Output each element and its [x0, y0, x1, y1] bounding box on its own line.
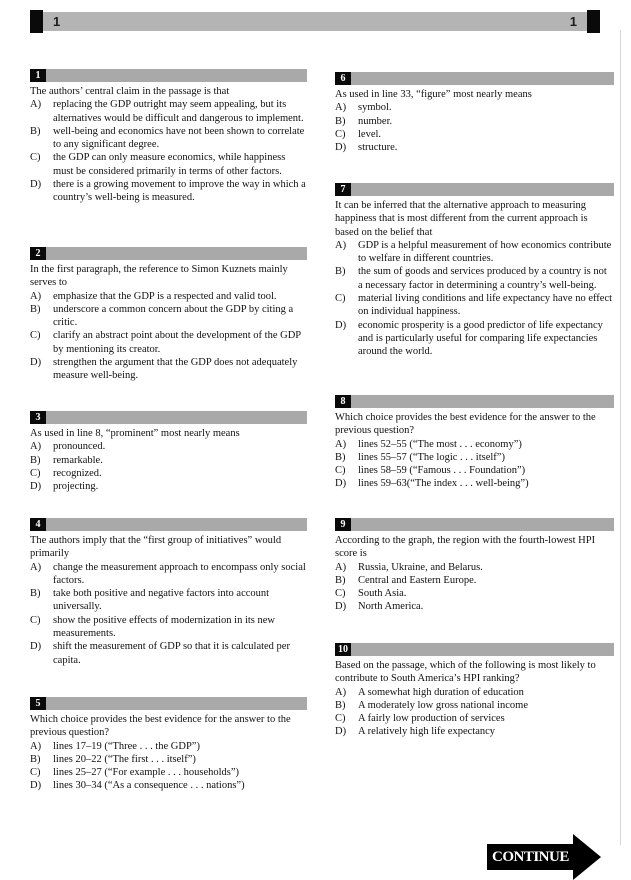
option-text: well-being and economics have not been shown to correlate to any significant degree.	[53, 125, 305, 151]
option-text: lines 25–27 (“For example . . . households”)	[53, 767, 240, 779]
answer-option-d[interactable]	[30, 356, 307, 383]
question-stem: In the first paragraph, the reference to Simon Kuznets mainly serves to	[30, 264, 288, 289]
option-text: lines 59–63(“The index . . . well-being”)	[358, 478, 529, 490]
answer-option-c[interactable]	[30, 151, 307, 178]
answer-options	[30, 561, 307, 667]
option-text: pronounced.	[53, 441, 106, 453]
option-text: North America.	[358, 601, 424, 613]
answer-option-c[interactable]	[335, 587, 614, 600]
question-bar-fill	[351, 395, 614, 408]
answer-option-c[interactable]	[30, 467, 307, 480]
question-stem: Which choice provides the best evidence for the answer to the previous question?	[335, 412, 596, 437]
answer-option-a[interactable]	[335, 438, 614, 451]
question-block	[335, 643, 614, 739]
option-text: underscore a common concern about the GDP by citing a critic.	[53, 303, 294, 329]
question-number: 5	[30, 697, 46, 710]
option-label: C)	[30, 467, 41, 479]
question-number: 4	[30, 518, 46, 531]
question-header-bar	[30, 69, 307, 82]
option-label: D)	[335, 478, 347, 490]
question-number: 3	[30, 411, 46, 424]
option-label: C)	[30, 767, 41, 779]
option-text: emphasize that the GDP is a respected and valid tool.	[53, 290, 277, 302]
answer-option-a[interactable]	[30, 561, 307, 588]
option-text: projecting.	[53, 481, 99, 493]
answer-option-b[interactable]	[30, 454, 307, 467]
question-stem: It can be inferred that the alternative approach to measuring happiness that is most different from the current approach is based on the belief that	[335, 200, 588, 238]
option-label: C)	[30, 330, 41, 342]
answer-option-b[interactable]	[30, 753, 307, 766]
answer-option-d[interactable]	[30, 640, 307, 667]
arrow-right-icon	[573, 834, 601, 880]
question-number: 10	[335, 643, 351, 656]
question-block	[335, 518, 614, 614]
question-block	[30, 247, 307, 383]
answer-option-a[interactable]	[335, 101, 614, 114]
answer-option-c[interactable]	[30, 329, 307, 356]
answer-option-c[interactable]	[30, 766, 307, 779]
option-label: B)	[335, 115, 346, 127]
answer-options	[335, 101, 614, 154]
answer-options	[335, 438, 614, 491]
question-header-bar	[30, 411, 307, 424]
answer-option-a[interactable]	[335, 686, 614, 699]
question-number: 8	[335, 395, 351, 408]
option-text: Russia, Ukraine, and Belarus.	[358, 561, 483, 573]
question-header-bar	[335, 183, 614, 196]
question-block	[30, 518, 307, 667]
option-text: A moderately low gross national income	[358, 699, 529, 711]
answer-options	[335, 686, 614, 739]
option-label: A)	[335, 561, 347, 573]
question-bar-fill	[351, 183, 614, 196]
question-bar-fill	[46, 697, 307, 710]
option-label: A)	[30, 290, 42, 302]
option-label: B)	[30, 588, 41, 600]
question-header-bar	[30, 697, 307, 710]
option-text: take both positive and negative factors into account universally.	[53, 588, 270, 613]
section-number-left: 1	[53, 14, 61, 29]
answer-options	[335, 561, 614, 614]
answer-options	[30, 290, 307, 383]
option-label: B)	[30, 303, 41, 315]
option-label: D)	[30, 357, 42, 369]
option-label: C)	[335, 713, 346, 725]
option-label: D)	[30, 641, 42, 653]
option-text: A fairly low production of services	[358, 713, 505, 725]
option-label: A)	[30, 99, 42, 111]
question-header-bar	[30, 247, 307, 260]
question-stem: As used in line 33, “figure” most nearly means	[335, 89, 532, 100]
answer-option-c[interactable]	[335, 292, 614, 319]
answer-option-c[interactable]	[335, 712, 614, 725]
answer-options	[30, 98, 307, 204]
answer-option-b[interactable]	[335, 699, 614, 712]
answer-option-d[interactable]	[335, 600, 614, 613]
option-text: lines 20–22 (“The first . . . itself”)	[53, 753, 196, 765]
question-header-bar	[30, 518, 307, 531]
option-label: D)	[335, 601, 347, 613]
answer-option-a[interactable]	[30, 740, 307, 753]
option-label: C)	[30, 614, 41, 626]
option-text: Central and Eastern Europe.	[358, 574, 477, 586]
option-text: A relatively high life expectancy	[358, 726, 496, 738]
answer-option-d[interactable]	[30, 779, 307, 792]
option-text: economic prosperity is a good predictor of life expectancy and is particularly useful for comparing life expectancies around the world.	[358, 319, 603, 358]
option-label: B)	[335, 574, 346, 586]
answer-option-b[interactable]	[30, 303, 307, 330]
option-text: material living conditions and life expectancy have no effect on individual happiness.	[358, 293, 613, 318]
continue-label: CONTINUE	[487, 844, 574, 870]
question-number: 7	[335, 183, 351, 196]
option-text: there is a growing movement to improve the way in which a country’s well-being is measured.	[53, 179, 306, 204]
question-bar-fill	[351, 643, 614, 656]
option-text: number.	[358, 115, 393, 127]
question-header-bar	[335, 72, 614, 85]
option-label: A)	[335, 686, 347, 698]
question-bar-fill	[351, 72, 614, 85]
question-bar-fill	[46, 69, 307, 82]
question-stem: As used in line 8, “prominent” most nearly means	[30, 428, 240, 439]
question-bar-fill	[46, 247, 307, 260]
option-label: C)	[335, 465, 346, 477]
option-text: shift the measurement of GDP so that it is calculated per capita.	[53, 641, 290, 666]
option-label: B)	[335, 451, 346, 463]
option-text: remarkable.	[53, 454, 103, 466]
question-bar-fill	[46, 411, 307, 424]
question-bar-fill	[46, 518, 307, 531]
question-stem: According to the graph, the region with the fourth-lowest HPI score is	[335, 535, 596, 560]
question-block	[30, 411, 307, 493]
option-label: B)	[30, 454, 41, 466]
continue-button[interactable]	[487, 844, 601, 870]
question-bar-fill	[351, 518, 614, 531]
answer-option-a[interactable]	[30, 290, 307, 303]
answer-option-c[interactable]	[30, 614, 307, 641]
option-label: A)	[30, 561, 42, 573]
answer-option-d[interactable]	[30, 178, 307, 205]
answer-option-d[interactable]	[30, 480, 307, 493]
answer-option-c[interactable]	[335, 464, 614, 477]
option-text: recognized.	[53, 467, 102, 479]
question-column-left	[30, 0, 307, 874]
answer-options	[30, 740, 307, 793]
option-label: C)	[335, 128, 346, 140]
option-label: D)	[30, 481, 42, 493]
option-label: D)	[30, 780, 42, 792]
answer-options	[335, 239, 614, 359]
option-text: strengthen the argument that the GDP does not adequately measure well-being.	[53, 357, 298, 382]
answer-option-a[interactable]	[335, 561, 614, 574]
answer-option-d[interactable]	[335, 141, 614, 154]
question-stem: The authors imply that the “first group of initiatives” would primarily	[30, 535, 282, 560]
option-label: D)	[335, 319, 347, 331]
answer-option-b[interactable]	[30, 587, 307, 614]
question-number: 1	[30, 69, 46, 82]
answer-option-b[interactable]	[335, 115, 614, 128]
answer-option-d[interactable]	[335, 725, 614, 738]
question-block	[335, 72, 614, 154]
question-header-bar	[335, 395, 614, 408]
option-text: replacing the GDP outright may seem appealing, but its alternatives would be difficult and dangerous to implement.	[53, 99, 304, 124]
option-label: B)	[30, 753, 41, 765]
option-label: B)	[335, 699, 346, 711]
option-label: A)	[30, 441, 42, 453]
option-text: level.	[358, 128, 382, 140]
section-number-right: 1	[569, 14, 577, 29]
answer-option-d[interactable]	[335, 319, 614, 359]
option-label: A)	[30, 740, 42, 752]
question-header-bar	[335, 518, 614, 531]
answer-option-b[interactable]	[335, 265, 614, 292]
question-header-bar	[335, 643, 614, 656]
option-label: D)	[30, 179, 42, 191]
question-block	[30, 69, 307, 205]
question-stem: Which choice provides the best evidence for the answer to the previous question?	[30, 714, 291, 739]
answer-option-a[interactable]	[335, 239, 614, 266]
option-text: South Asia.	[358, 588, 407, 600]
option-label: D)	[335, 726, 347, 738]
option-text: lines 30–34 (“As a consequence . . . nations”)	[53, 780, 245, 792]
option-text: change the measurement approach to encompass only social factors.	[53, 561, 306, 586]
answer-option-d[interactable]	[335, 477, 614, 490]
question-stem: Based on the passage, which of the following is most likely to contribute to South America’s HPI ranking?	[335, 660, 596, 685]
option-text: A somewhat high duration of education	[358, 686, 524, 698]
question-number: 6	[335, 72, 351, 85]
option-label: C)	[30, 152, 41, 164]
option-text: lines 52–55 (“The most . . . economy”)	[358, 438, 522, 450]
option-label: C)	[335, 588, 346, 600]
question-number: 9	[335, 518, 351, 531]
option-text: the sum of goods and services produced by a country is not a necessary factor in determining a country’s well-being.	[358, 266, 607, 291]
page-edge-line	[620, 30, 621, 845]
option-text: structure.	[358, 142, 398, 154]
option-label: A)	[335, 102, 347, 114]
answer-option-b[interactable]	[335, 451, 614, 464]
question-block	[335, 183, 614, 359]
question-column-right	[335, 0, 614, 874]
answer-option-c[interactable]	[335, 128, 614, 141]
option-text: lines 58–59 (“Famous . . . Foundation”)	[358, 465, 526, 477]
answer-options	[30, 440, 307, 493]
question-block	[30, 697, 307, 793]
option-text: the GDP can only measure economics, while happiness must be considered primarily in terms of other factors.	[53, 152, 286, 177]
option-text: symbol.	[358, 102, 392, 114]
option-label: C)	[335, 293, 346, 305]
option-label: B)	[30, 125, 41, 137]
option-label: A)	[335, 438, 347, 450]
question-block	[335, 395, 614, 491]
option-text: GDP is a helpful measurement of how economics contribute to welfare in different countries.	[358, 239, 612, 265]
answer-option-b[interactable]	[335, 574, 614, 587]
answer-option-b[interactable]	[30, 125, 307, 152]
question-number: 2	[30, 247, 46, 260]
answer-option-a[interactable]	[30, 440, 307, 453]
option-text: show the positive effects of modernization in its new measurements.	[53, 614, 276, 640]
option-label: B)	[335, 266, 346, 278]
option-text: lines 17–19 (“Three . . . the GDP”)	[53, 740, 200, 752]
option-label: A)	[335, 239, 347, 251]
option-text: lines 55–57 (“The logic . . . itself”)	[358, 451, 505, 463]
option-text: clarify an abstract point about the development of the GDP by mentioning its creator.	[53, 330, 301, 355]
option-label: D)	[335, 142, 347, 154]
answer-option-a[interactable]	[30, 98, 307, 125]
question-stem: The authors’ central claim in the passage is that	[30, 86, 230, 97]
